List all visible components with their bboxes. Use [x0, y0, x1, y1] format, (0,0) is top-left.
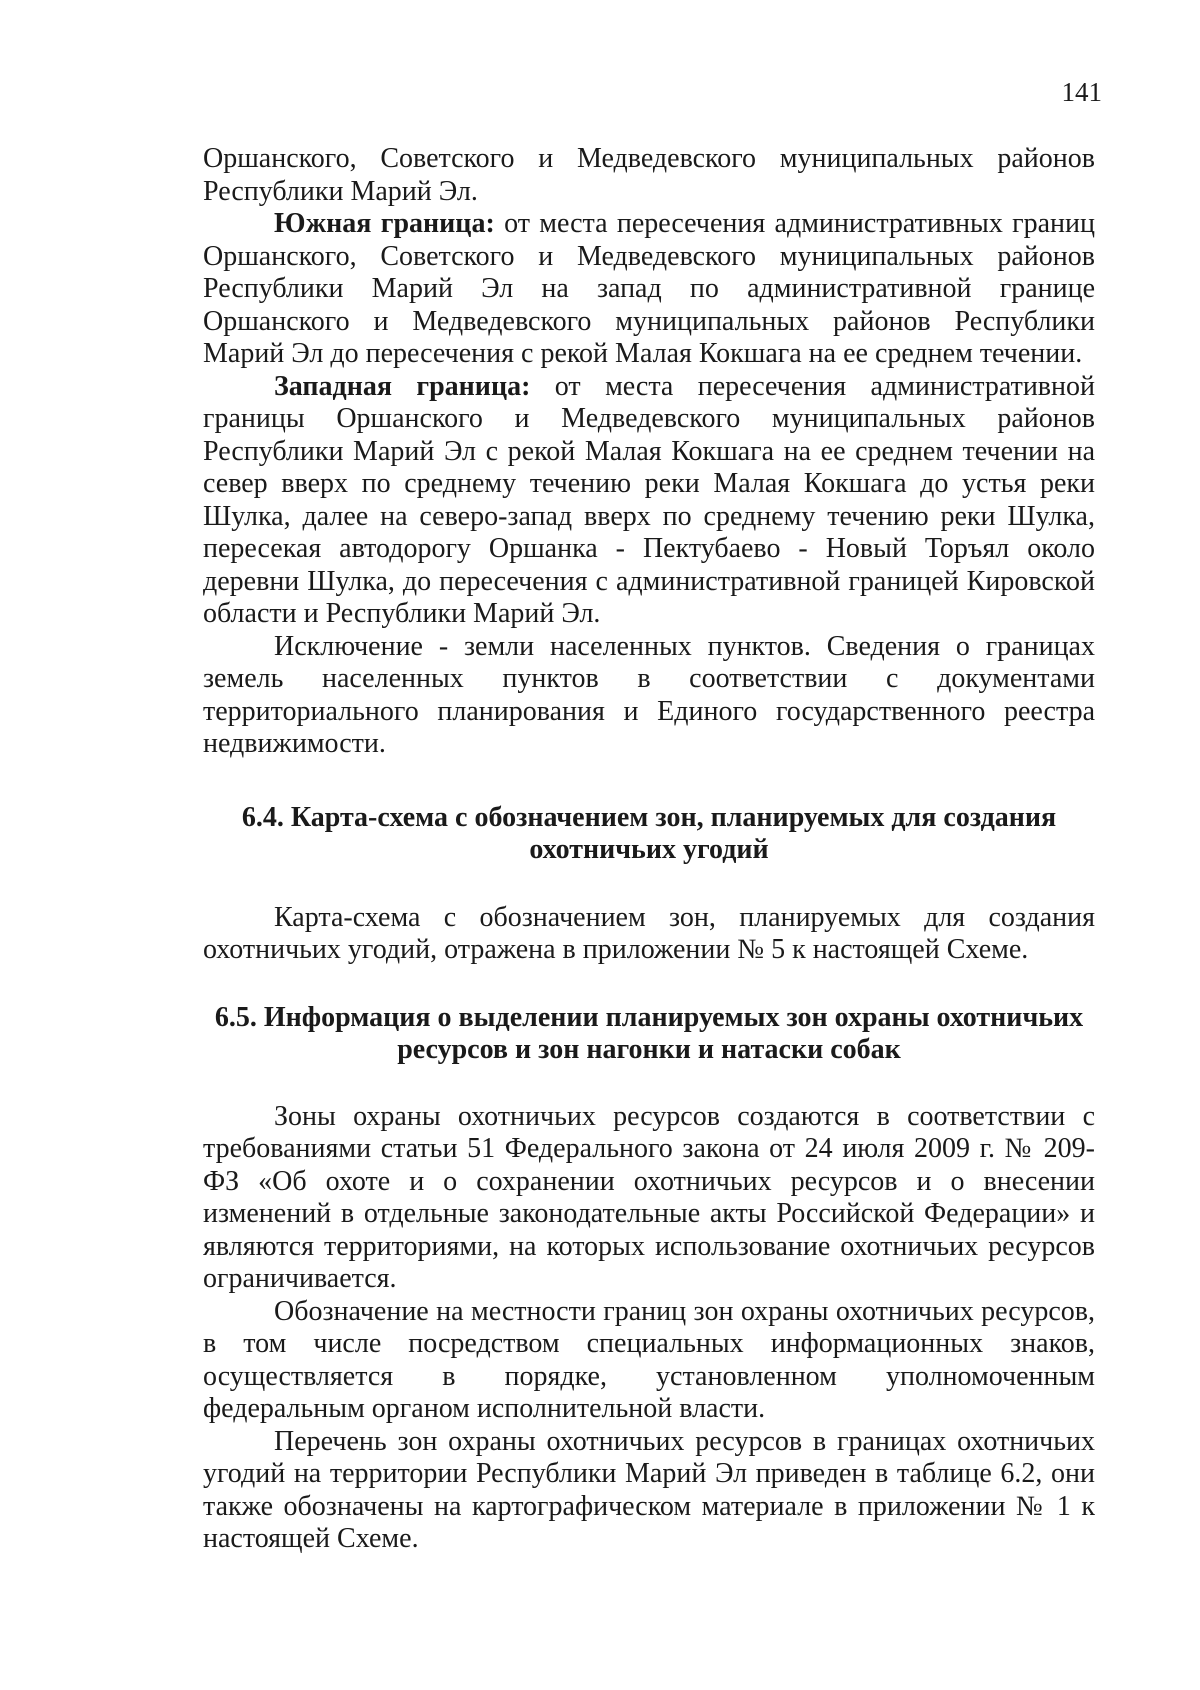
- paragraph-6-5-2: [203, 1296, 1095, 1426]
- section-heading-6-4: 6.4. Карта-схема с обозначением зон, планируемых для создания охотничьих угодий: [241, 801, 1057, 865]
- paragraph-exception: [203, 631, 1095, 761]
- paragraph-text: Перечень зон охраны охотничьих ресурсов в границах охотничьих угодий на территории Республики Марий Эл приведен в таблице 6.2, они также обозначены на картографическом материале в приложении № 1 к настоящей Схеме.: [203, 1425, 1095, 1554]
- paragraph-6-5-1: [203, 1101, 1095, 1296]
- page-number: 141: [1061, 77, 1102, 107]
- section-heading-6-5: 6.5. Информация о выделении планируемых зон охраны охотничьих ресурсов и зон нагонки и натаски собак: [214, 1001, 1084, 1065]
- paragraph-west-boundary: [203, 371, 1095, 631]
- paragraph-text: Обозначение на местности границ зон охраны охотничьих ресурсов, в том числе посредством специальных информационных знаков, осуществляется в порядке, установленном уполномоченным федеральным органом исполнительной власти.: [203, 1295, 1095, 1424]
- paragraph-label: Южная граница:: [274, 208, 495, 239]
- paragraph-text: Исключение - земли населенных пунктов. Сведения о границах земель населенных пунктов в соответствии с документами территориального планирования и Единого государственного реестра недвижимости.: [203, 630, 1095, 759]
- paragraph-6-5-3: [203, 1426, 1095, 1556]
- paragraph-text: от места пересечения административных границ Оршанского, Советского и Медведевского муниципальных районов Республики Марий Эл на запад по административной границе Оршанского и Медведевского муниципальных районов Республики Марий Эл до пересечения с рекой Малая Кокшага на ее среднем течении.: [203, 208, 1096, 369]
- paragraph-text: Карта-схема с обозначением зон, планируемых для создания охотничьих угодий, отражена в приложении № 5 к настоящей Схеме.: [203, 901, 1095, 965]
- paragraph-text: Зоны охраны охотничьих ресурсов создаются в соответствии с требованиями статьи 51 Федерального закона от 24 июля 2009 г. № 209-ФЗ «Об охоте и о сохранении охотничьих ресурсов и о внесении изменений в отдельные законодательные акты Российской Федерации» и являются территориями, на которых использование охотничьих ресурсов ограничивается.: [203, 1100, 1095, 1294]
- paragraph-continuation: [203, 143, 1095, 208]
- paragraph-6-4: [203, 902, 1095, 967]
- paragraph-south-boundary: [203, 208, 1095, 371]
- paragraph-text: от места пересечения административной границы Оршанского и Медведевского муниципальных районов Республики Марий Эл с рекой Малая Кокшага на ее среднем течении на север вверх по среднему течению реки Малая Кокшага до устья реки Шулка, далее на северо-запад вверх по среднему течению реки Шулка, пересекая автодорогу Оршанка - Пектубаево - Новый Торъял около деревни Шулка, до пересечения с административной границей Кировской области и Республики Марий Эл.: [203, 370, 1095, 629]
- paragraph-label: Западная граница:: [274, 370, 531, 402]
- paragraph-text: Оршанского, Советского и Медведевского муниципальных районов Республики Марий Эл.: [203, 143, 1095, 207]
- page-content: [203, 143, 1095, 1556]
